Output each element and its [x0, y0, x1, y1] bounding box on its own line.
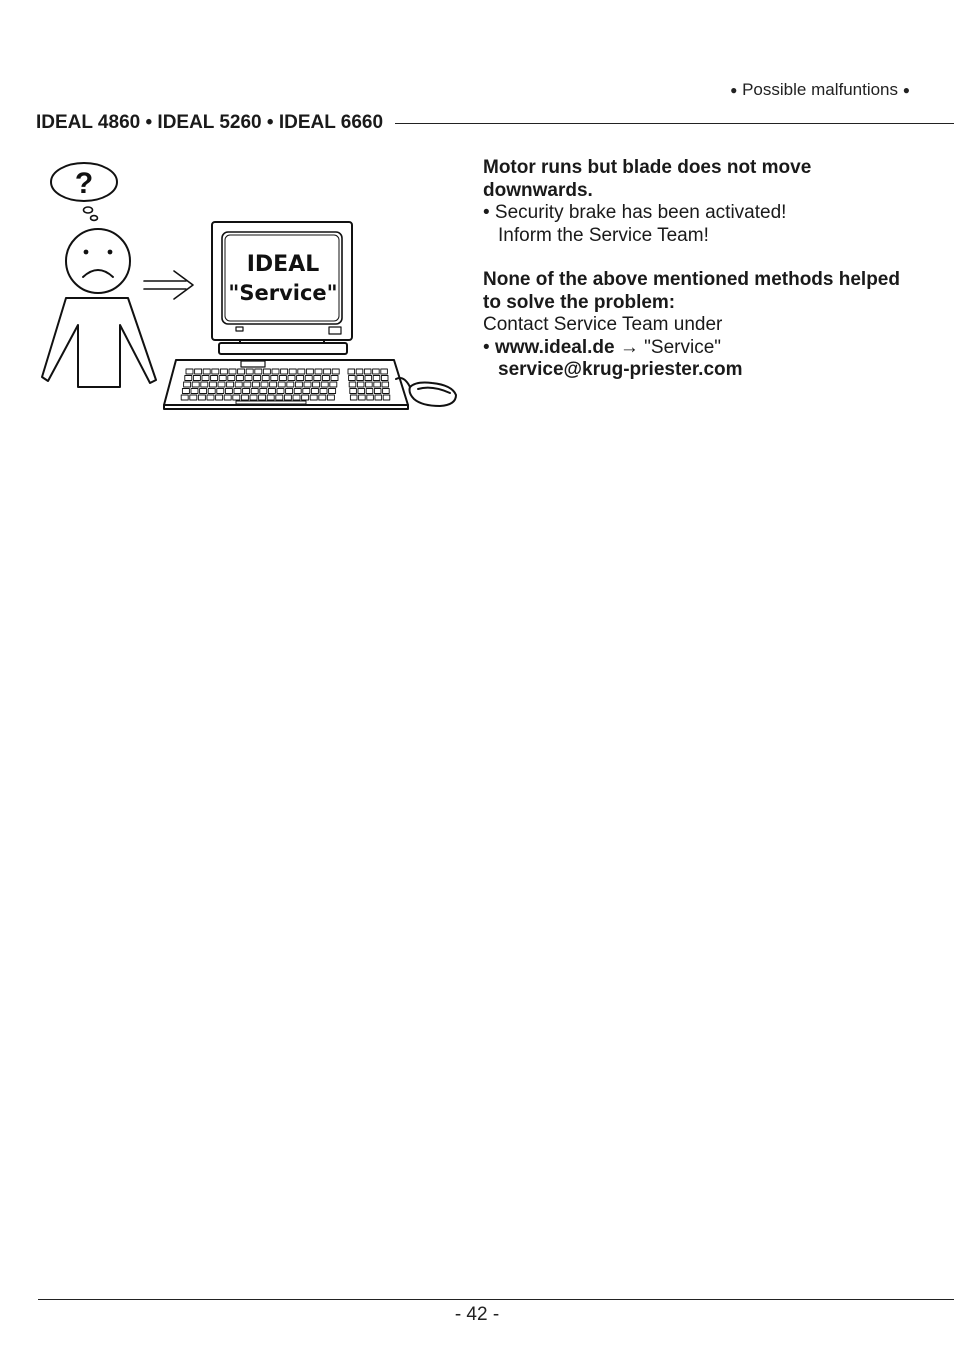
arrow-right-icon — [144, 271, 193, 299]
arrow-right-icon: → — [619, 336, 639, 358]
contact-intro: Contact Service Team under — [483, 314, 723, 335]
fallback-heading: None of the above mentioned methods helped to solve the problem: — [483, 269, 900, 313]
section-label — [730, 80, 910, 100]
website-section: "Service" — [644, 336, 722, 358]
screen-title: IDEAL — [246, 252, 320, 277]
bullet-dot-icon: ● — [902, 82, 910, 97]
model-title: IDEAL 4860 • IDEAL 5260 • IDEAL 6660 — [36, 112, 384, 133]
problem-heading: Motor runs but blade does not move downwards. — [483, 157, 812, 201]
header-divider — [395, 123, 954, 124]
website-line — [483, 337, 903, 360]
section-label-text: Possible malfuntions — [742, 80, 899, 99]
cause-action: Inform the Service Team! — [498, 224, 709, 246]
bullet-dot-icon: ● — [730, 82, 738, 97]
page-number: - 42 - — [454, 1304, 500, 1325]
website-link[interactable]: www.ideal.de — [494, 336, 615, 358]
email-link[interactable]: service@krug-priester.com — [498, 359, 743, 380]
question-mark: ? — [74, 167, 94, 200]
page-header — [36, 110, 954, 136]
bullet-marker: • — [483, 336, 490, 358]
cause-line: • Security brake has been activated! — [483, 202, 787, 223]
footer-divider — [38, 1299, 954, 1300]
screen-subtitle: "Service" — [228, 281, 338, 305]
troubleshooting-content — [483, 157, 903, 382]
service-illustration — [36, 155, 460, 415]
keyboard-icon — [164, 360, 408, 409]
sad-face-icon — [66, 229, 130, 293]
person-icon — [42, 298, 156, 387]
